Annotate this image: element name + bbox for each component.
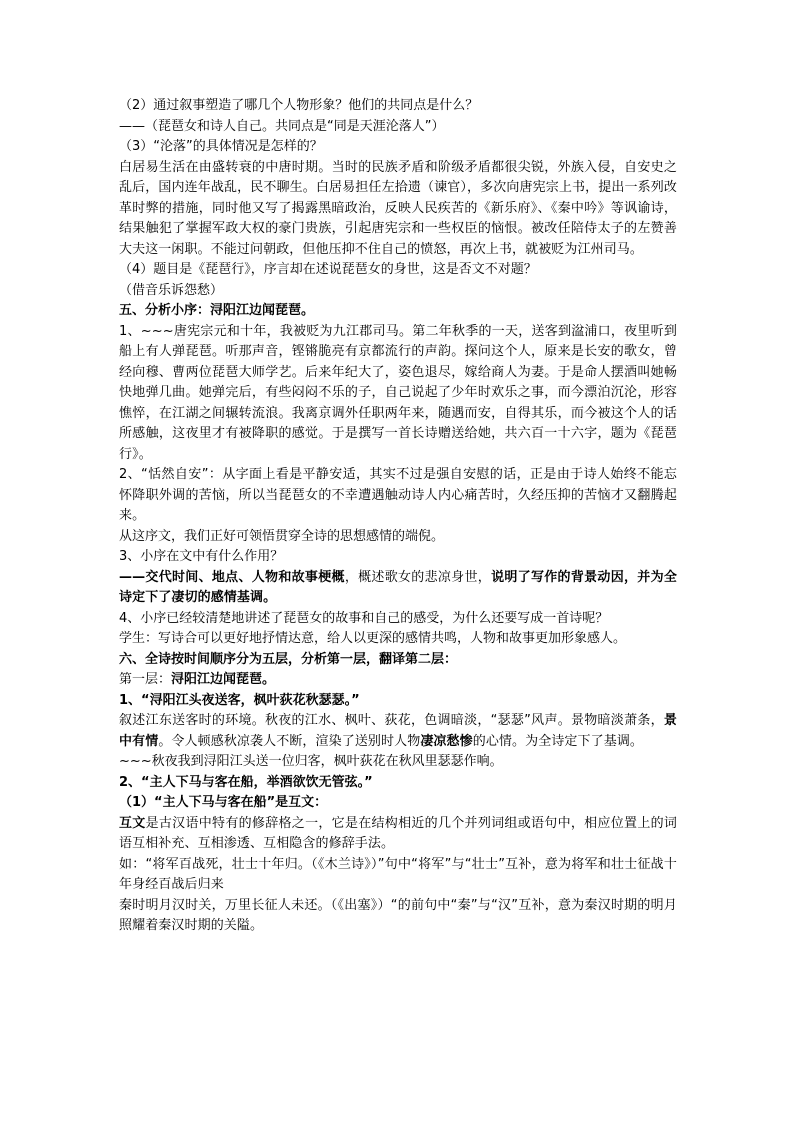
verse-1-analysis-bold-2: 凄凉愁惨 — [420, 733, 473, 749]
verse-1-analysis-c: 。令人顿感秋凉袭人不断，渲染了送别时人物 — [158, 733, 421, 749]
verse-1: 1、“浔阳江头夜送客，枫叶荻花秋瑟瑟。” — [119, 692, 360, 708]
verse-1-translation: ~~~秋夜我到浔阳江头送一位归客，枫叶荻花在秋风里瑟瑟作响。 — [119, 754, 503, 769]
huwen-definition-text: 是古汉语中特有的修辞格之一，它是在结构相近的几个并列词组或语句中，相应位置上的词语互相补充、互相渗透、互相隐含的修辞手法。 — [119, 815, 677, 851]
tianran-zian-paragraph: 2、“恬然自安”：从字面上看是平静安适，其实不过是强自安慰的话，正是由于诗人始终不能忘怀降职外调的苦恼，所以当琵琶女的不幸遭遇触动诗人内心痛苦时，久经压抑的苦恼才又翻腾起来。 — [119, 467, 677, 523]
poem-reason-answer: 学生：写诗合可以更好地抒情达意，给人以更深的感情共鸣，人物和故事更加形象感人。 — [119, 631, 627, 646]
verse-1-analysis-bold-1: 景中有情 — [119, 713, 677, 749]
answer-part-bold-1: ——交代时间、地点、人物和故事梗概 — [119, 569, 345, 585]
question-4-answer: （借音乐诉怨愁） — [119, 282, 224, 298]
layer-1-label: 第一层： — [119, 672, 172, 687]
preface-role-answer — [119, 568, 677, 609]
preface-summary: 从这序文，我们正好可领悟贯穿全诗的思想感情的端倪。 — [119, 528, 445, 544]
huwen-term: 互文 — [119, 815, 146, 831]
preface-translation: 1、~~~唐宪宗元和十年，我被贬为九江郡司马。第二年秋季的一天，送客到湓浦口，夜里听到船上有人弹琵琶。听那声音，铿锵脆亮有京都流行的声韵。探问这个人，原来是长安的歌女，曾经向穆、曹两位琵琶大师学艺。后来年纪大了，姿色退尽，嫁给商人为妻。于是命人摆酒叫她畅快地弹几曲。她弹完后，有些闷闷不乐的子，自己说起了少年时欢乐之事，而今漂泊沉沦，形容憔悴，在江湖之间辗转流浪。我离京调外任职两年来，随遇而安，自得其乐，而今被这个人的话所感触，这夜里才有被降职的感觉。于是撰写一首长诗赠送给她，共六百一十六字，题为《琵琶行》。 — [119, 323, 677, 462]
question-3-answer: 白居易生活在由盛转衰的中唐时期。当时的民族矛盾和阶级矛盾都很尖锐，外族入侵，自安史之乱后，国内连年战乱，民不聊生。白居易担任左拾遗（谏官），多次向唐宪宗上书，提出一系列改革时弊的措施，同时他又写了揭露黑暗政治，反映人民疾苦的《新乐府》、《秦中吟》等讽谕诗，结果触犯了掌握军政大权的豪门贵族，引起唐宪宗和一些权臣的恼恨。被改任陪侍太子的左赞善大夫这一闲职。不能过问朝政，但他压抑不住自己的愤怒，再次上书，就被贬为江州司马。 — [119, 159, 677, 257]
question-4: （4）题目是《琵琶行》，序言却在述说琵琶女的身世，这是否文不对题？ — [119, 262, 537, 277]
layer-1-title: 浔阳江边闻琵琶。 — [171, 672, 276, 687]
question-2: （2）通过叙事塑造了哪几个人物形象？他们的共同点是什么？ — [119, 98, 479, 113]
huwen-example-2: 秦时明月汉时关，万里长征人未还。（《出塞》）“的前句中“秦”与“汉”互补，意为秦汉时期的明月照耀着秦汉时期的关隘。 — [119, 897, 677, 933]
huwen-definition — [119, 814, 677, 855]
verse-2: 2、“主人下马与客在船，举酒欲饮无管弦。” — [119, 774, 373, 790]
verse-1-analysis-e: 的心情。为全诗定下了基调。 — [472, 733, 644, 749]
section-5-heading: 五、分析小序：浔阳江边闻琵琶。 — [119, 303, 315, 318]
huwen-example-1: 如：“将军百战死，壮士十年归。（《木兰诗》）”句中“将军”与“壮士”互补，意为将军和壮士征战十年身经百战后归来 — [119, 856, 677, 892]
poem-reason-question: 4、小序已经较清楚地讲述了琵琶女的故事和自己的感受，为什么还要写成一首诗呢？ — [119, 610, 609, 626]
question-2-answer: ——（琵琶女和诗人自己。共同点是“同是天涯沦落人”） — [119, 118, 445, 134]
question-3: （3）“沦落”的具体情况是怎样的？ — [119, 139, 323, 154]
verse-2-subheading: （1）“主人下马与客在船”是互文： — [119, 795, 328, 810]
answer-part-plain: ，概述歌女的悲凉身世， — [344, 569, 492, 585]
layer-1-heading — [119, 670, 677, 691]
preface-role-question: 3、小序在文中有什么作用？ — [119, 549, 284, 564]
verse-1-analysis-a: 叙述江东送客时的环境。秋夜的江水、枫叶、荻花，色调暗淡，“瑟瑟”风声。景物暗淡萧条， — [119, 713, 664, 728]
answer-part-bold-2: 说明了写作的背景动因，并为全诗定下了凄切的感情基调。 — [119, 569, 677, 605]
verse-1-analysis — [119, 711, 677, 752]
section-6-heading: 六、全诗按时间顺序分为五层，分析第一层，翻译第二层： — [119, 651, 458, 667]
document-body — [119, 96, 677, 937]
